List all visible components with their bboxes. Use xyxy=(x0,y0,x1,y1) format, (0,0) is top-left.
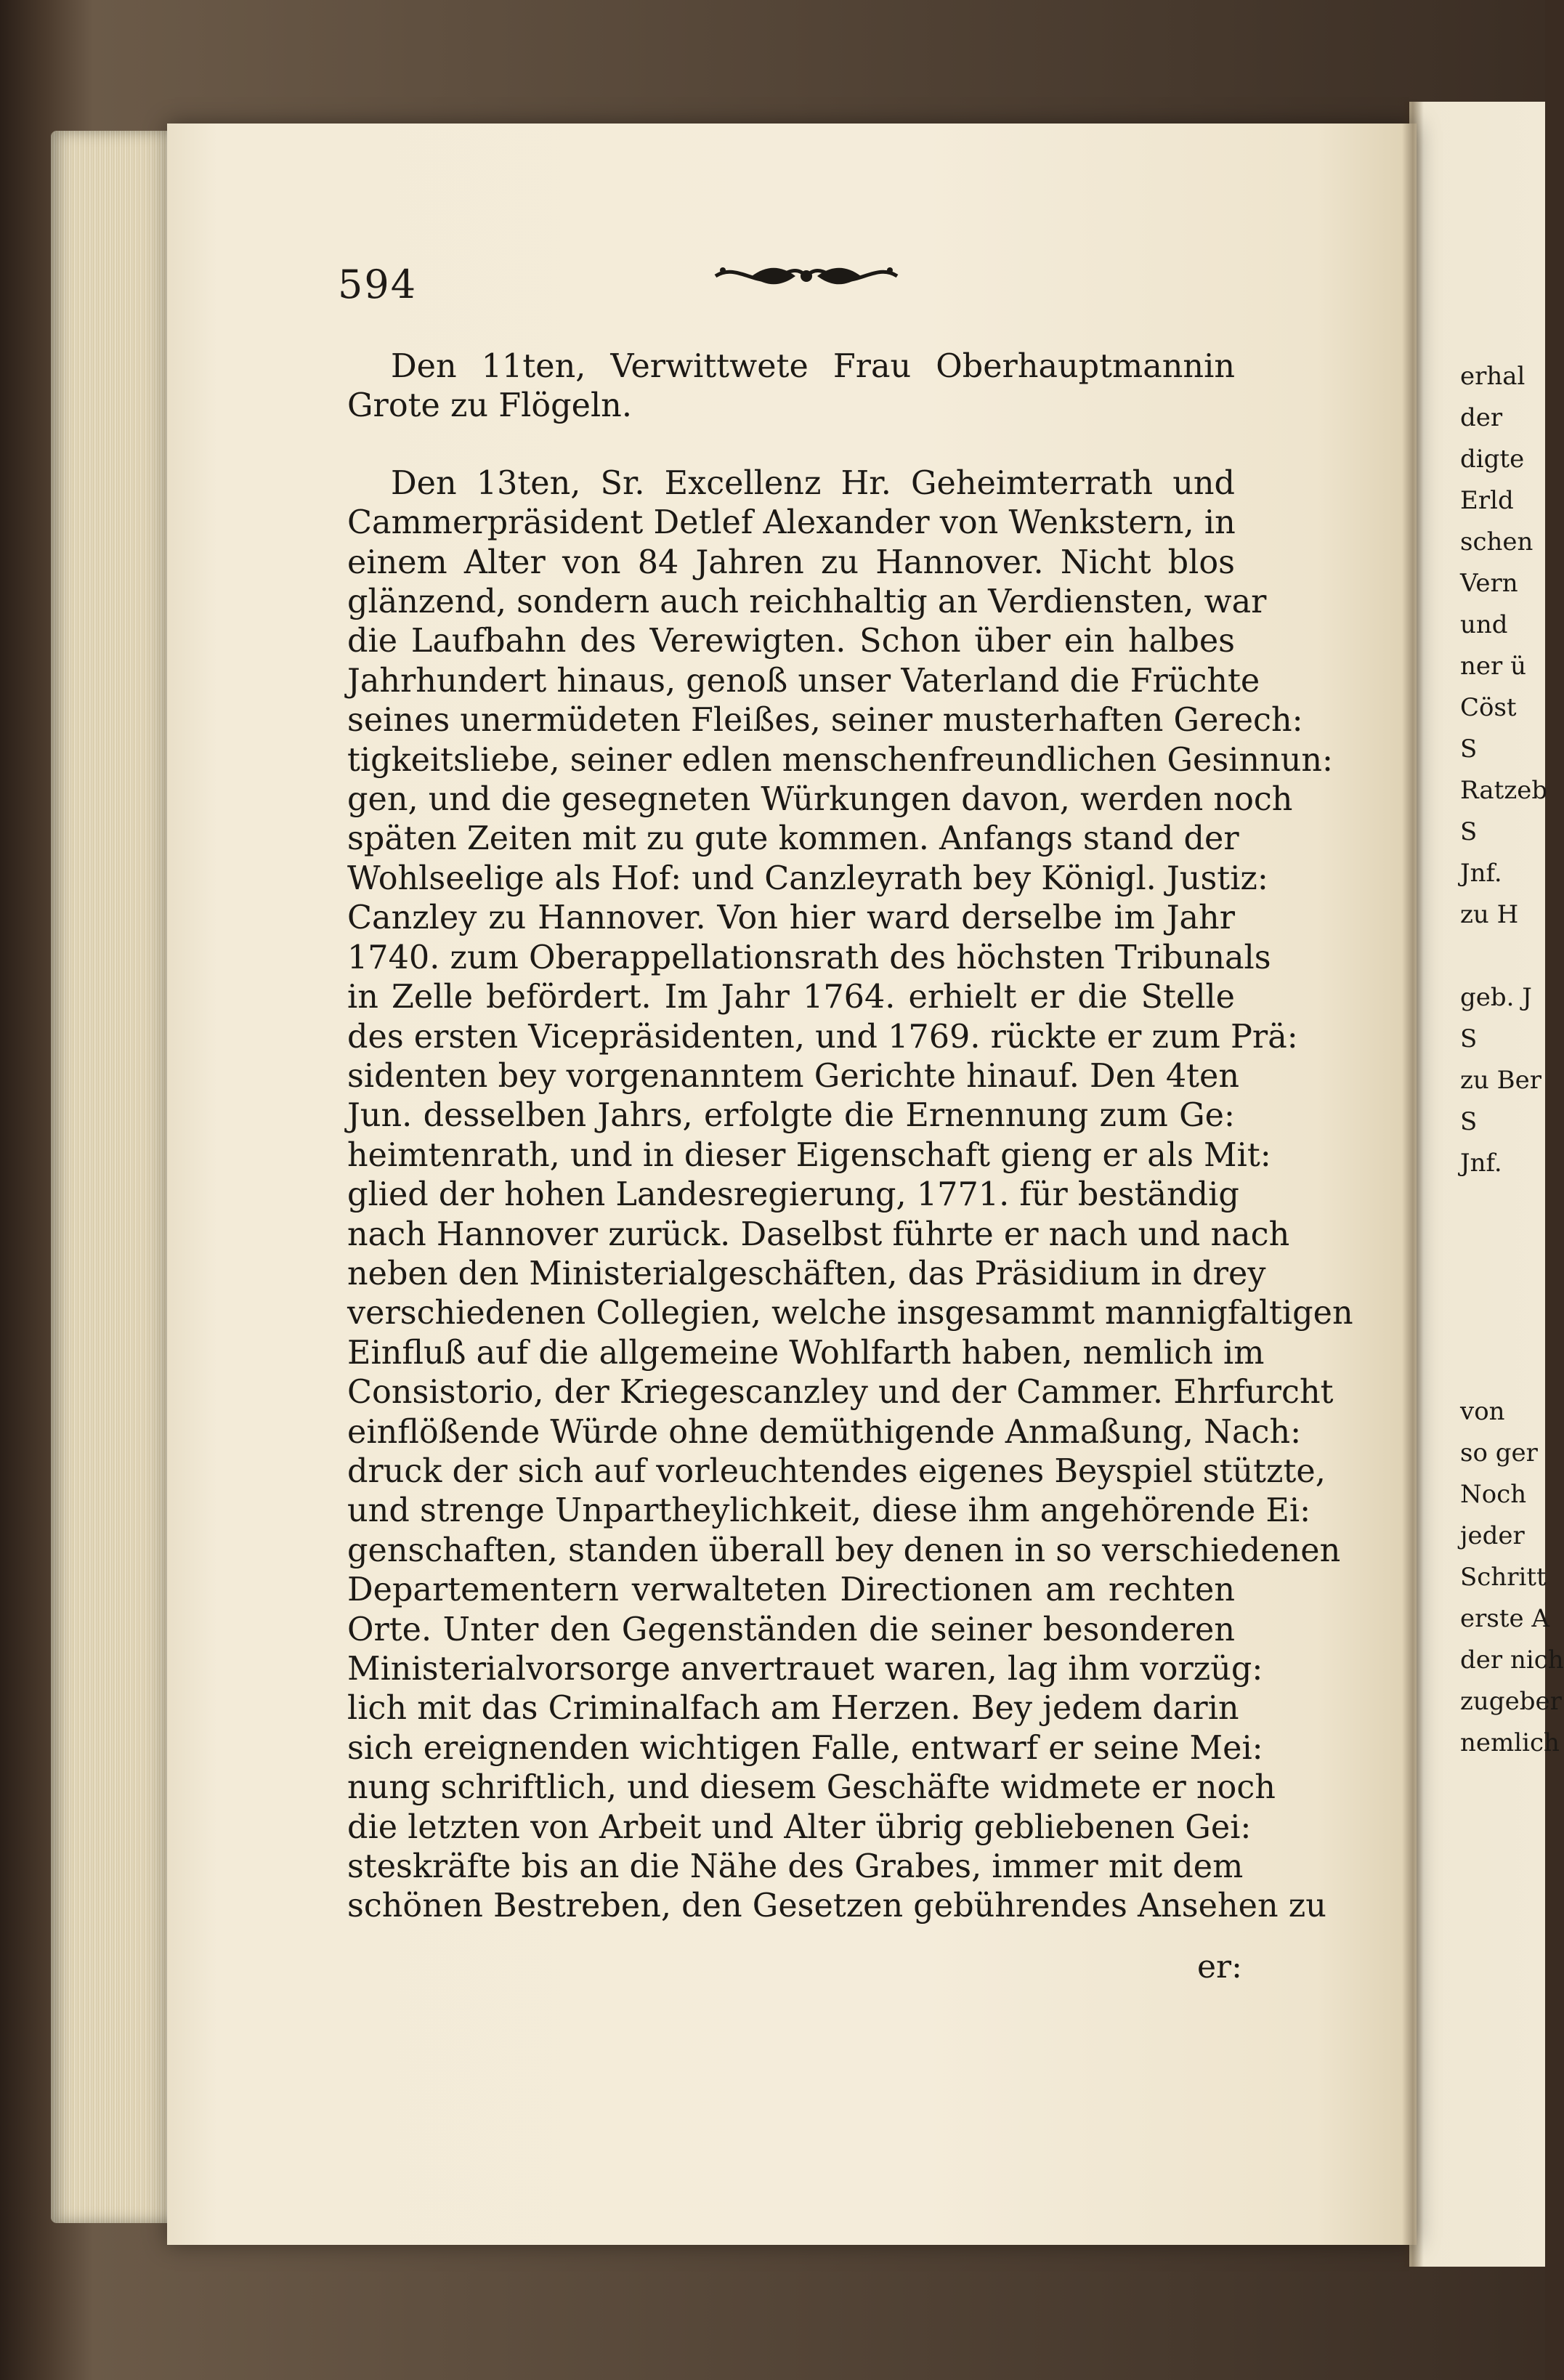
paragraph xyxy=(347,347,1235,426)
text-line: späten Zeiten mit zu gute kommen. Anfangs stand der xyxy=(347,820,1239,858)
text-line: steskräfte bis an die Nähe des Grabes, immer mit dem xyxy=(347,1848,1244,1886)
facing-page-fragment xyxy=(1460,1308,1545,1350)
printer-ornament-icon xyxy=(708,254,904,298)
facing-page-fragment: zu Ber xyxy=(1460,1066,1541,1095)
facing-page-fragment xyxy=(1460,936,1545,977)
text-line: des ersten Vicepräsidenten, und 1769. rückte er zum Prä: xyxy=(347,1018,1298,1056)
facing-page-fragment xyxy=(1460,1350,1545,1391)
text-line: die Laufbahn des Verewigten. Schon über ein halbes xyxy=(347,623,1235,660)
catchword: er: xyxy=(1197,1948,1242,1986)
text-line: glänzend, sondern auch reichhaltig an Verdiensten, war xyxy=(347,583,1267,621)
facing-page-fragment: ner ü xyxy=(1460,652,1526,681)
text-line: verschiedenen Collegien, welche insgesammt mannigfaltigen xyxy=(347,1295,1353,1332)
facing-page-fragment: der xyxy=(1460,403,1503,432)
facing-page-fragment: Noch xyxy=(1460,1480,1527,1509)
facing-page-fragment: jeder xyxy=(1460,1521,1525,1550)
facing-page-fragment: Jnf. xyxy=(1460,859,1502,888)
text-line: 1740. zum Oberappellationsrath des höchsten Tribunals xyxy=(347,939,1271,976)
text-line: in Zelle befördert. Im Jahr 1764. erhielt er die Stelle xyxy=(347,979,1235,1016)
facing-page-fragment: S xyxy=(1460,734,1478,764)
facing-page-fragment: Erld xyxy=(1460,486,1514,515)
text-line: heimtenrath, und in dieser Eigenschaft gieng er als Mit: xyxy=(347,1136,1271,1174)
page-number: 594 xyxy=(338,262,418,307)
facing-page-fragment: erste A xyxy=(1460,1604,1549,1633)
facing-page-fragment xyxy=(1460,1267,1545,1308)
text-line: Ministerialvorsorge anvertrauet waren, lag ihm vorzüg: xyxy=(347,1651,1263,1688)
text-line: Den 11ten, Verwittwete Frau Oberhauptmannin xyxy=(391,348,1235,385)
text-line: Jahrhundert hinaus, genoß unser Vaterland die Früchte xyxy=(347,662,1260,700)
text-line: Den 13ten, Sr. Excellenz Hr. Geheimterrath und xyxy=(391,464,1235,502)
text-line: lich mit das Criminalfach am Herzen. Bey jedem darin xyxy=(347,1690,1239,1728)
facing-page-fragment: geb. J xyxy=(1460,983,1532,1012)
text-line: glied der hohen Landesregierung, 1771. für beständig xyxy=(347,1176,1239,1214)
facing-page-fragment: zu H xyxy=(1460,900,1519,929)
text-line: schönen Bestreben, den Gesetzen gebührendes Ansehen zu xyxy=(347,1887,1326,1925)
facing-page-fragment: von xyxy=(1460,1397,1505,1426)
text-line: genschaften, standen überall bey denen in so verschiedenen xyxy=(347,1531,1341,1569)
facing-page-fragment: Vern xyxy=(1460,569,1518,598)
text-line: neben den Ministerialgeschäften, das Präsidium in drey xyxy=(347,1255,1266,1292)
text-line: einflößende Würde ohne demüthigende Anmaßung, Nach: xyxy=(347,1413,1302,1451)
text-line: Grote zu Flögeln. xyxy=(347,387,632,425)
text-line: die letzten von Arbeit und Alter übrig gebliebenen Gei: xyxy=(347,1808,1252,1846)
text-line: nach Hannover zurück. Daselbst führte er nach und nach xyxy=(347,1215,1290,1253)
facing-page-fragment: S xyxy=(1460,817,1478,846)
paragraph xyxy=(347,464,1353,1927)
body-text xyxy=(347,347,1353,1927)
paragraph-gap xyxy=(347,426,1235,464)
text-line: Jun. desselben Jahrs, erfolgte die Ernennung zum Ge: xyxy=(347,1097,1235,1135)
text-line: gen, und die gesegneten Würkungen davon, werden noch xyxy=(347,781,1293,819)
facing-page-fragment: Ratzeb xyxy=(1460,776,1548,805)
text-line: druck der sich auf vorleuchtendes eigenes Beyspiel stützte, xyxy=(347,1452,1326,1490)
text-line: nung schriftlich, und diesem Geschäfte widmete er noch xyxy=(347,1769,1276,1807)
facing-page-fragment: Cöst xyxy=(1460,693,1517,722)
text-line: Departementern verwalteten Directionen am rechten xyxy=(347,1571,1235,1609)
text-line: Einfluß auf die allgemeine Wohlfarth haben, nemlich im xyxy=(347,1334,1265,1372)
facing-page-fragment: Jnf. xyxy=(1460,1149,1502,1178)
text-line: tigkeitsliebe, seiner edlen menschenfreundlichen Gesinnun: xyxy=(347,741,1334,779)
text-line: einem Alter von 84 Jahren zu Hannover. Nicht blos xyxy=(347,543,1235,581)
text-line: sich ereignenden wichtigen Falle, entwarf er seine Mei: xyxy=(347,1729,1263,1767)
facing-page-fragment: Schritt xyxy=(1460,1563,1547,1592)
facing-page-fragment: S xyxy=(1460,1107,1478,1136)
facing-page-fragment: und xyxy=(1460,610,1508,639)
facing-page-fragment: S xyxy=(1460,1024,1478,1053)
text-line: Orte. Unter den Gegenständen die seiner besonderen xyxy=(347,1611,1235,1648)
text-line: und strenge Unpartheylichkeit, diese ihm angehörende Ei: xyxy=(347,1492,1311,1530)
facing-page-fragment: der nich xyxy=(1460,1646,1564,1675)
text-line: sidenten bey vorgenanntem Gerichte hinauf. Den 4ten xyxy=(347,1057,1240,1095)
facing-page-fragment: schen xyxy=(1460,527,1533,556)
facing-page-fragment: erhal xyxy=(1460,362,1525,391)
facing-page-fragment: so ger xyxy=(1460,1438,1538,1468)
facing-page-fragment xyxy=(1460,1184,1545,1226)
text-line: Consistorio, der Kriegescanzley und der Cammer. Ehrfurcht xyxy=(347,1374,1334,1412)
text-line: Cammerpräsident Detlef Alexander von Wenkstern, in xyxy=(347,504,1236,542)
facing-page-fragment: nemlich xyxy=(1460,1728,1560,1757)
facing-page-text xyxy=(1460,356,1564,1764)
book-gutter xyxy=(1402,102,1424,2267)
text-line: Wohlseelige als Hof: und Canzleyrath bey Königl. Justiz: xyxy=(347,859,1268,897)
facing-page-fragment: digte xyxy=(1460,445,1525,474)
text-line: seines unermüdeten Fleißes, seiner musterhaften Gerech: xyxy=(347,702,1303,740)
facing-page-fragment: zugeber xyxy=(1460,1687,1562,1716)
text-line: Canzley zu Hannover. Von hier ward derselbe im Jahr xyxy=(347,899,1235,937)
facing-page-fragment xyxy=(1460,1226,1545,1267)
